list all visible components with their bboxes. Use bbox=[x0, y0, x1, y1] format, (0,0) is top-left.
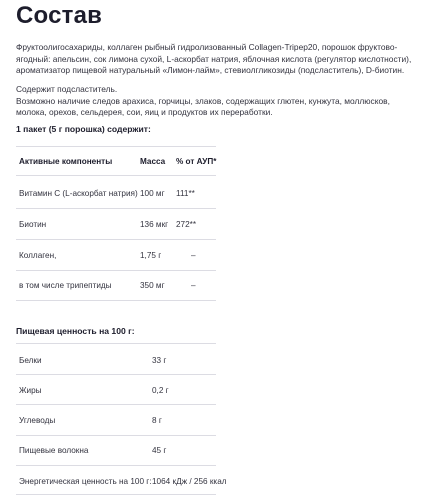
nutrition-name: Пищевые волокна bbox=[19, 446, 89, 455]
table-divider bbox=[16, 374, 216, 375]
table-divider bbox=[16, 343, 216, 344]
table-cell-component: Коллаген, bbox=[19, 251, 57, 260]
table-cell-mass: 350 мг bbox=[140, 281, 165, 290]
table-cell-component: в том числе трипептиды bbox=[19, 281, 112, 290]
nutrition-value: 0,2 г bbox=[152, 386, 169, 395]
table-divider bbox=[16, 239, 216, 240]
allergens-note: Возможно наличие следов арахиса, горчицы, злаков, содержащих глютен, кунжута, моллюсков, молока, орехов, сельдерея, сои, яиц и продуктов их переработки. bbox=[16, 95, 390, 118]
table-cell-component: Биотин bbox=[19, 220, 47, 229]
table-divider bbox=[16, 270, 216, 271]
serving-table-title: 1 пакет (5 г порошка) содержит: bbox=[16, 124, 151, 134]
table-cell-aup: 272** bbox=[176, 220, 197, 229]
nutrition-value: 33 г bbox=[152, 356, 167, 365]
table-cell-mass: 1,75 г bbox=[140, 251, 162, 260]
notes-block bbox=[16, 84, 416, 119]
header-aup: % от АУП* bbox=[176, 157, 217, 166]
nutrition-value: 8 г bbox=[152, 416, 162, 425]
table-divider bbox=[16, 465, 216, 466]
table-cell-aup: – bbox=[191, 251, 196, 260]
table-divider bbox=[16, 208, 216, 209]
table-divider bbox=[16, 404, 216, 405]
table-divider bbox=[16, 300, 216, 301]
sweetener-note: Содержит подсластитель. bbox=[16, 84, 118, 94]
table-cell-aup: 111** bbox=[176, 189, 195, 198]
table-divider bbox=[16, 494, 216, 495]
header-component: Активные компоненты bbox=[19, 157, 113, 166]
nutrition-name: Жиры bbox=[19, 386, 42, 395]
table-divider bbox=[16, 435, 216, 436]
nutrition-name: Энергетическая ценность на 100 г: bbox=[19, 477, 152, 486]
table-cell-component: Витамин С (L-аскорбат натрия) bbox=[19, 189, 138, 198]
header-mass: Масса bbox=[140, 157, 166, 166]
page-title: Состав bbox=[16, 2, 103, 29]
table-cell-aup: – bbox=[191, 281, 196, 290]
nutrition-value: 45 г bbox=[152, 446, 167, 455]
table-divider bbox=[16, 175, 216, 176]
ingredients-text: Фруктоолигосахариды, коллаген рыбный гидролизованный Collagen-Tripep20, порошок фруктово-ягодный: апельсин, сок лимона сухой, L-аскорбат натрия, яблочная кислота (регулятор кислотности), ароматизатор пищевой натуральный «Лимон-лайм», стевиолгликозиды (подсластитель), D-биотин. bbox=[16, 42, 412, 76]
table-divider bbox=[16, 146, 216, 147]
nutrition-name: Углеводы bbox=[19, 416, 56, 425]
nutrition-table-title: Пищевая ценность на 100 г: bbox=[16, 326, 135, 336]
nutrition-value: 1064 кДж / 256 ккал bbox=[152, 477, 227, 486]
nutrition-name: Белки bbox=[19, 356, 42, 365]
table-cell-mass: 136 мкг bbox=[140, 220, 169, 229]
table-cell-mass: 100 мг bbox=[140, 189, 165, 198]
